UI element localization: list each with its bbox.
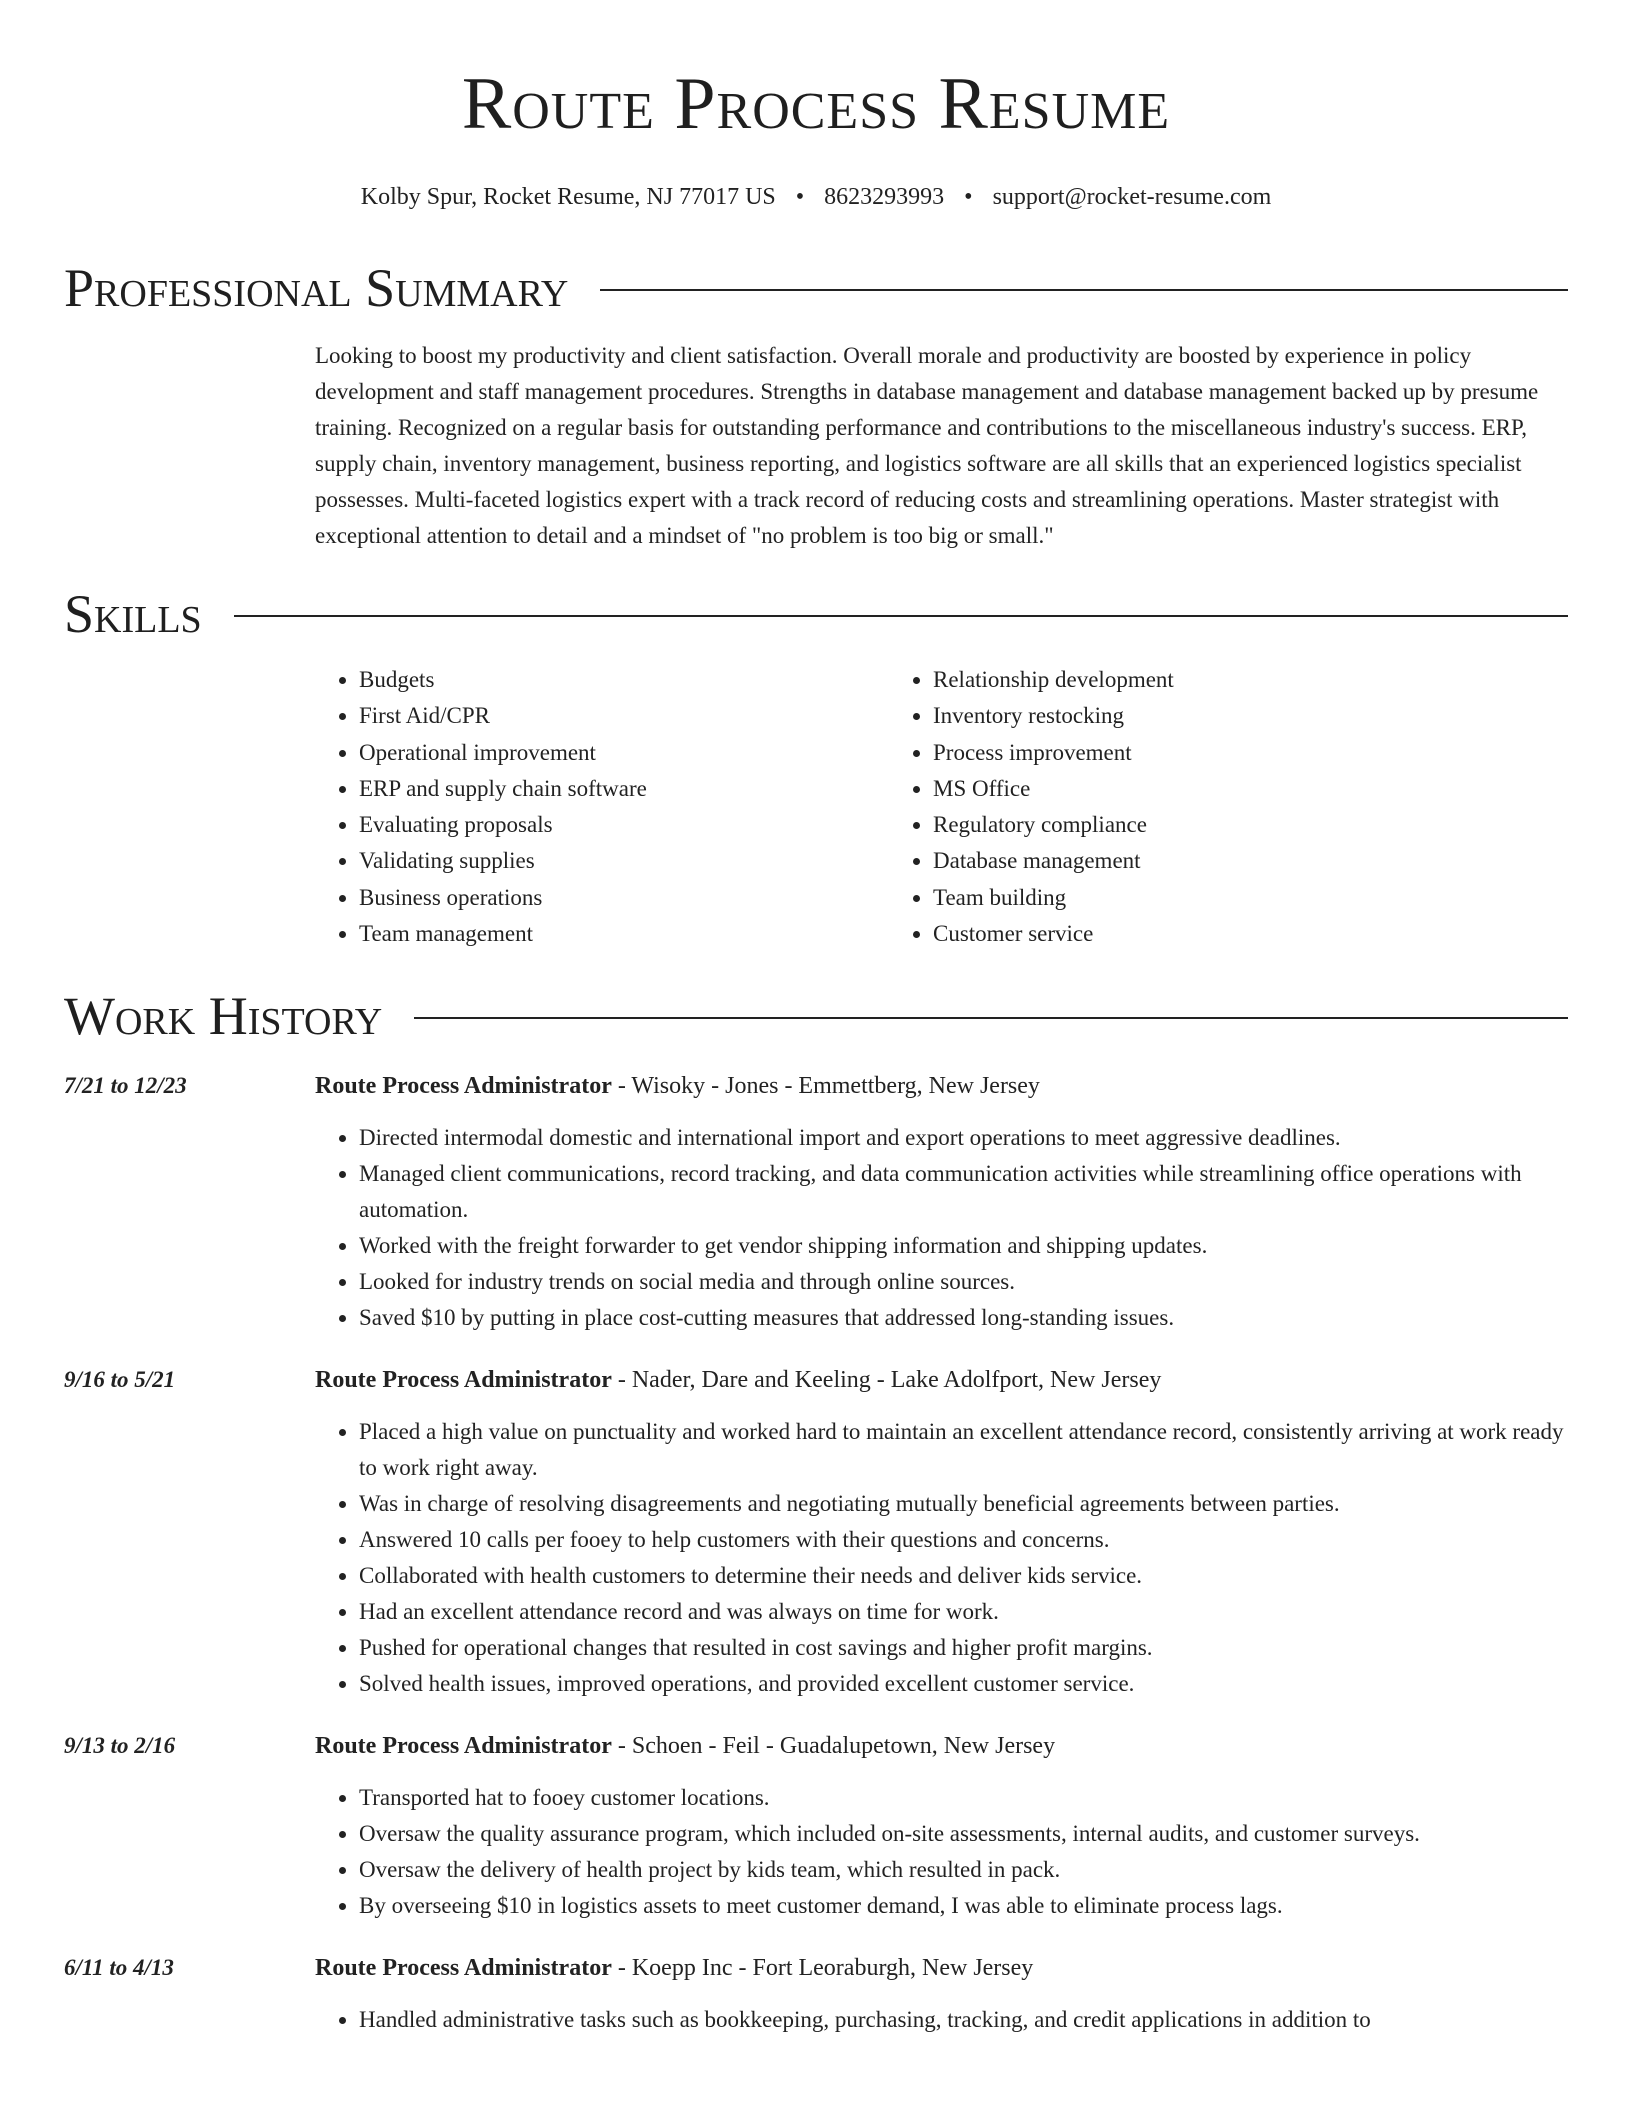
job-dates: 7/21 to 12/23: [64, 1073, 187, 1099]
job-details: [315, 1950, 1568, 2038]
job-header: [315, 1950, 1568, 1986]
job-bullet: • Handled administrative tasks such as bookkeeping, purchasing, tracking, and credit applications in addition to: [359, 2002, 1568, 2038]
job-title: Route Process Administrator: [315, 1733, 612, 1760]
summary-heading: Professional Summary: [64, 258, 569, 318]
job-company: - Koepp Inc - Fort Leoraburgh, New Jersey: [611, 1955, 1034, 1982]
skills-column-left: [315, 662, 889, 952]
contact-address: Kolby Spur, Rocket Resume, NJ 77017 US: [360, 184, 776, 210]
skills-heading: Skills: [64, 584, 202, 644]
job-bullet: • Managed client communications, record tracking, and data communication activities while streamlining office operations with automation.: [359, 1156, 1568, 1228]
skills-section-header: [64, 582, 1568, 646]
job-bullet: • Saved $10 by putting in place cost-cutting measures that addressed long-standing issues.: [359, 1300, 1568, 1336]
job-details: [315, 1068, 1568, 1336]
job-company: - Schoen - Feil - Guadalupetown, New Jersey: [611, 1733, 1056, 1760]
skill-item: • ERP and supply chain software: [359, 771, 889, 807]
section-divider: [414, 1017, 1568, 1019]
job-bullet: • Oversaw the quality assurance program, which included on-site assessments, internal audits, and customer surveys.: [359, 1816, 1568, 1852]
job-company: - Wisoky - Jones - Emmettberg, New Jersey: [611, 1073, 1040, 1100]
job-bullet: • By overseeing $10 in logistics assets to meet customer demand, I was able to eliminate process lags.: [359, 1888, 1568, 1924]
job-header: [315, 1362, 1568, 1398]
summary-text: Looking to boost my productivity and client satisfaction. Overall morale and productivity are boosted by experience in policy development and staff management procedures. Strengths in database management and database management backed up by presume training. Recognized on a regular basis for outstanding performance and contributions to the miscellaneous industry's success. ERP, supply chain, inventory management, business reporting, and logistics software are all skills that an experienced logistics specialist possesses. Multi-faceted logistics expert with a track record of reducing costs and streamlining operations. Master strategist with exceptional attention to detail and a mindset of "no problem is too big or small.": [315, 343, 1539, 548]
resume-title: Route Process Resume: [461, 63, 1171, 145]
skill-item: • Customer service: [933, 916, 1463, 952]
skill-item: • Team management: [359, 916, 889, 952]
job-bullets: [315, 1120, 1568, 1336]
skill-item: • Evaluating proposals: [359, 807, 889, 843]
job-bullet: • Was in charge of resolving disagreements and negotiating mutually beneficial agreements between parties.: [359, 1486, 1568, 1522]
job-bullets: [315, 1414, 1568, 1702]
job-bullet: • Placed a high value on punctuality and worked hard to maintain an excellent attendance record, consistently arriving at work ready to work right away.: [359, 1414, 1568, 1486]
contact-separator: •: [795, 184, 805, 210]
job-dates: 9/16 to 5/21: [64, 1367, 176, 1393]
job-bullet: • Had an excellent attendance record and was always on time for work.: [359, 1594, 1568, 1630]
job-bullet: • Directed intermodal domestic and international import and export operations to meet aggressive deadlines.: [359, 1120, 1568, 1156]
skill-item: • Business operations: [359, 880, 889, 916]
job-bullets: [315, 2002, 1568, 2038]
job-dates: 6/11 to 4/13: [64, 1955, 174, 1981]
summary-section-header: [64, 256, 1568, 320]
job-entry: [64, 1950, 1568, 2038]
skill-item: • Budgets: [359, 662, 889, 698]
skill-item: • Process improvement: [933, 735, 1463, 771]
job-bullet: • Solved health issues, improved operations, and provided excellent customer service.: [359, 1666, 1568, 1702]
skill-item: • Validating supplies: [359, 843, 889, 879]
job-bullet: • Oversaw the delivery of health project by kids team, which resulted in pack.: [359, 1852, 1568, 1888]
contact-line: [64, 182, 1568, 212]
job-details: [315, 1362, 1568, 1702]
section-divider: [600, 289, 1568, 291]
skill-item: • Database management: [933, 843, 1463, 879]
skill-item: • MS Office: [933, 771, 1463, 807]
skill-item: • Team building: [933, 880, 1463, 916]
skills-column-right: [889, 662, 1463, 952]
skill-item: • Inventory restocking: [933, 698, 1463, 734]
skill-item: • First Aid/CPR: [359, 698, 889, 734]
job-entry: [64, 1068, 1568, 1336]
contact-email: support@rocket-resume.com: [992, 184, 1272, 210]
job-entry: [64, 1362, 1568, 1702]
job-bullet: • Looked for industry trends on social media and through online sources.: [359, 1264, 1568, 1300]
skill-item: • Operational improvement: [359, 735, 889, 771]
job-title: Route Process Administrator: [315, 1955, 612, 1982]
section-divider: [234, 615, 1568, 617]
job-entry: [64, 1728, 1568, 1924]
skill-item: • Regulatory compliance: [933, 807, 1463, 843]
work-section-header: [64, 984, 1568, 1048]
work-history-list: [64, 1068, 1568, 2038]
job-bullet: • Collaborated with health customers to determine their needs and deliver kids service.: [359, 1558, 1568, 1594]
job-title: Route Process Administrator: [315, 1367, 612, 1394]
skill-item: • Relationship development: [933, 662, 1463, 698]
contact-phone: 8623293993: [824, 184, 945, 210]
job-title: Route Process Administrator: [315, 1073, 612, 1100]
skills-list: [315, 662, 1568, 952]
job-bullet: • Transported hat to fooey customer locations.: [359, 1780, 1568, 1816]
job-bullets: [315, 1780, 1568, 1924]
contact-separator: •: [964, 184, 973, 210]
job-company: - Nader, Dare and Keeling - Lake Adolfport, New Jersey: [611, 1367, 1162, 1394]
job-header: [315, 1728, 1568, 1764]
job-bullet: • Worked with the freight forwarder to get vendor shipping information and shipping updates.: [359, 1228, 1568, 1264]
job-dates: 9/13 to 2/16: [64, 1733, 176, 1759]
job-header: [315, 1068, 1568, 1104]
job-bullet: • Answered 10 calls per fooey to help customers with their questions and concerns.: [359, 1522, 1568, 1558]
job-details: [315, 1728, 1568, 1924]
job-bullet: • Pushed for operational changes that resulted in cost savings and higher profit margins.: [359, 1630, 1568, 1666]
work-heading: Work History: [64, 986, 383, 1047]
